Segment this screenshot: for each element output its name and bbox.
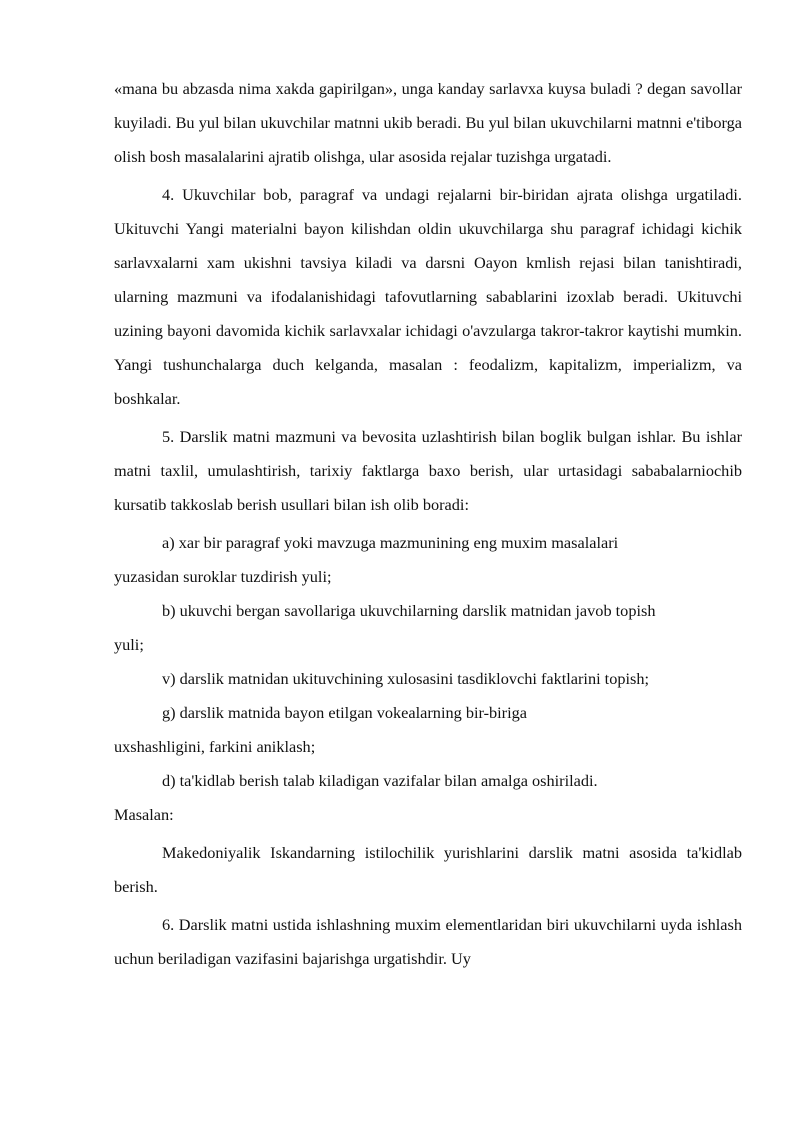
sub-item-a	[114, 526, 742, 594]
sub-item-a-line2: yuzasidan suroklar tuzdirish yuli;	[114, 567, 332, 586]
paragraph-intro-continuation: «mana bu abzasda nima xakda gapirilgan», unga kanday sarlavxa kuysa buladi ? degan savollar kuyiladi. Bu yul bilan ukuvchilar matnni ukib beradi. Bu yul bilan ukuvchilarni matnni e'tiborga olish bosh masalalarini ajratib olishga, ular asosida rejalar tuzishga urgatadi.	[114, 79, 742, 166]
paragraph-item-5: 5. Darslik matni mazmuni va bevosita uzlashtirish bilan boglik bulgan ishlar. Bu ishlar matni taxlil, umulashtirish, tarixiy faktlarga baxo berish, ular urtasidagi sababalarniochib kursatib takkoslab berish usullari bilan ish olib boradi:	[114, 427, 742, 514]
paragraph-item-4: 4. Ukuvchilar bob, paragraf va undagi rejalarni bir-biridan ajrata olishga urgatiladi. Ukituvchi Yangi materialni bayon kilishdan oldin ukuvchilarga shu paragraf ichidagi kichik sarlavxalarni xam ukishni tavsiya kiladi va darsni Oayon kmlish rejasi bilan tanishtiradi, ularning mazmuni va ifodalanishidagi tafovutlarning sabablarini izoxlab beradi. Ukituvchi uzining bayoni davomida kichik sarlavxalar ichidagi o'avzularga takror-takror kaytishi mumkin. Yangi tushunchalarga duch kelganda, masalan : feodalizm, kapitalizm, imperializm, va boshkalar.	[114, 185, 742, 408]
document-page	[114, 72, 742, 976]
sub-item-g	[114, 696, 742, 764]
sub-item-d-line2: Masalan:	[114, 805, 174, 824]
sub-item-g-line2: uxshashligini, farkini aniklash;	[114, 737, 316, 756]
sub-item-b-line2: yuli;	[114, 635, 144, 654]
sub-item-b-line1: b) ukuvchi bergan savollariga ukuvchilarning darslik matnidan javob topish	[162, 601, 656, 620]
paragraph-example: Makedoniyalik Iskandarning istilochilik yurishlarini darslik matni asosida ta'kidlab berish.	[114, 843, 742, 896]
sub-item-v: v) darslik matnidan ukituvchining xulosasini tasdiklovchi faktlarini topish;	[162, 669, 650, 688]
paragraph-item-6: 6. Darslik matni ustida ishlashning muxim elementlaridan biri ukuvchilarni uyda ishlash uchun beriladigan vazifasini bajarishga urgatishdir. Uy	[114, 915, 742, 968]
sub-item-a-line1: a) xar bir paragraf yoki mavzuga mazmunining eng muxim masalalari	[162, 533, 619, 552]
sub-item-g-line1: g) darslik matnida bayon etilgan vokealarning bir-biriga	[162, 703, 527, 722]
sub-item-d-line1: d) ta'kidlab berish talab kiladigan vazifalar bilan amalga oshiriladi.	[162, 771, 598, 790]
sub-item-d	[114, 764, 742, 832]
sub-item-b	[114, 594, 742, 662]
